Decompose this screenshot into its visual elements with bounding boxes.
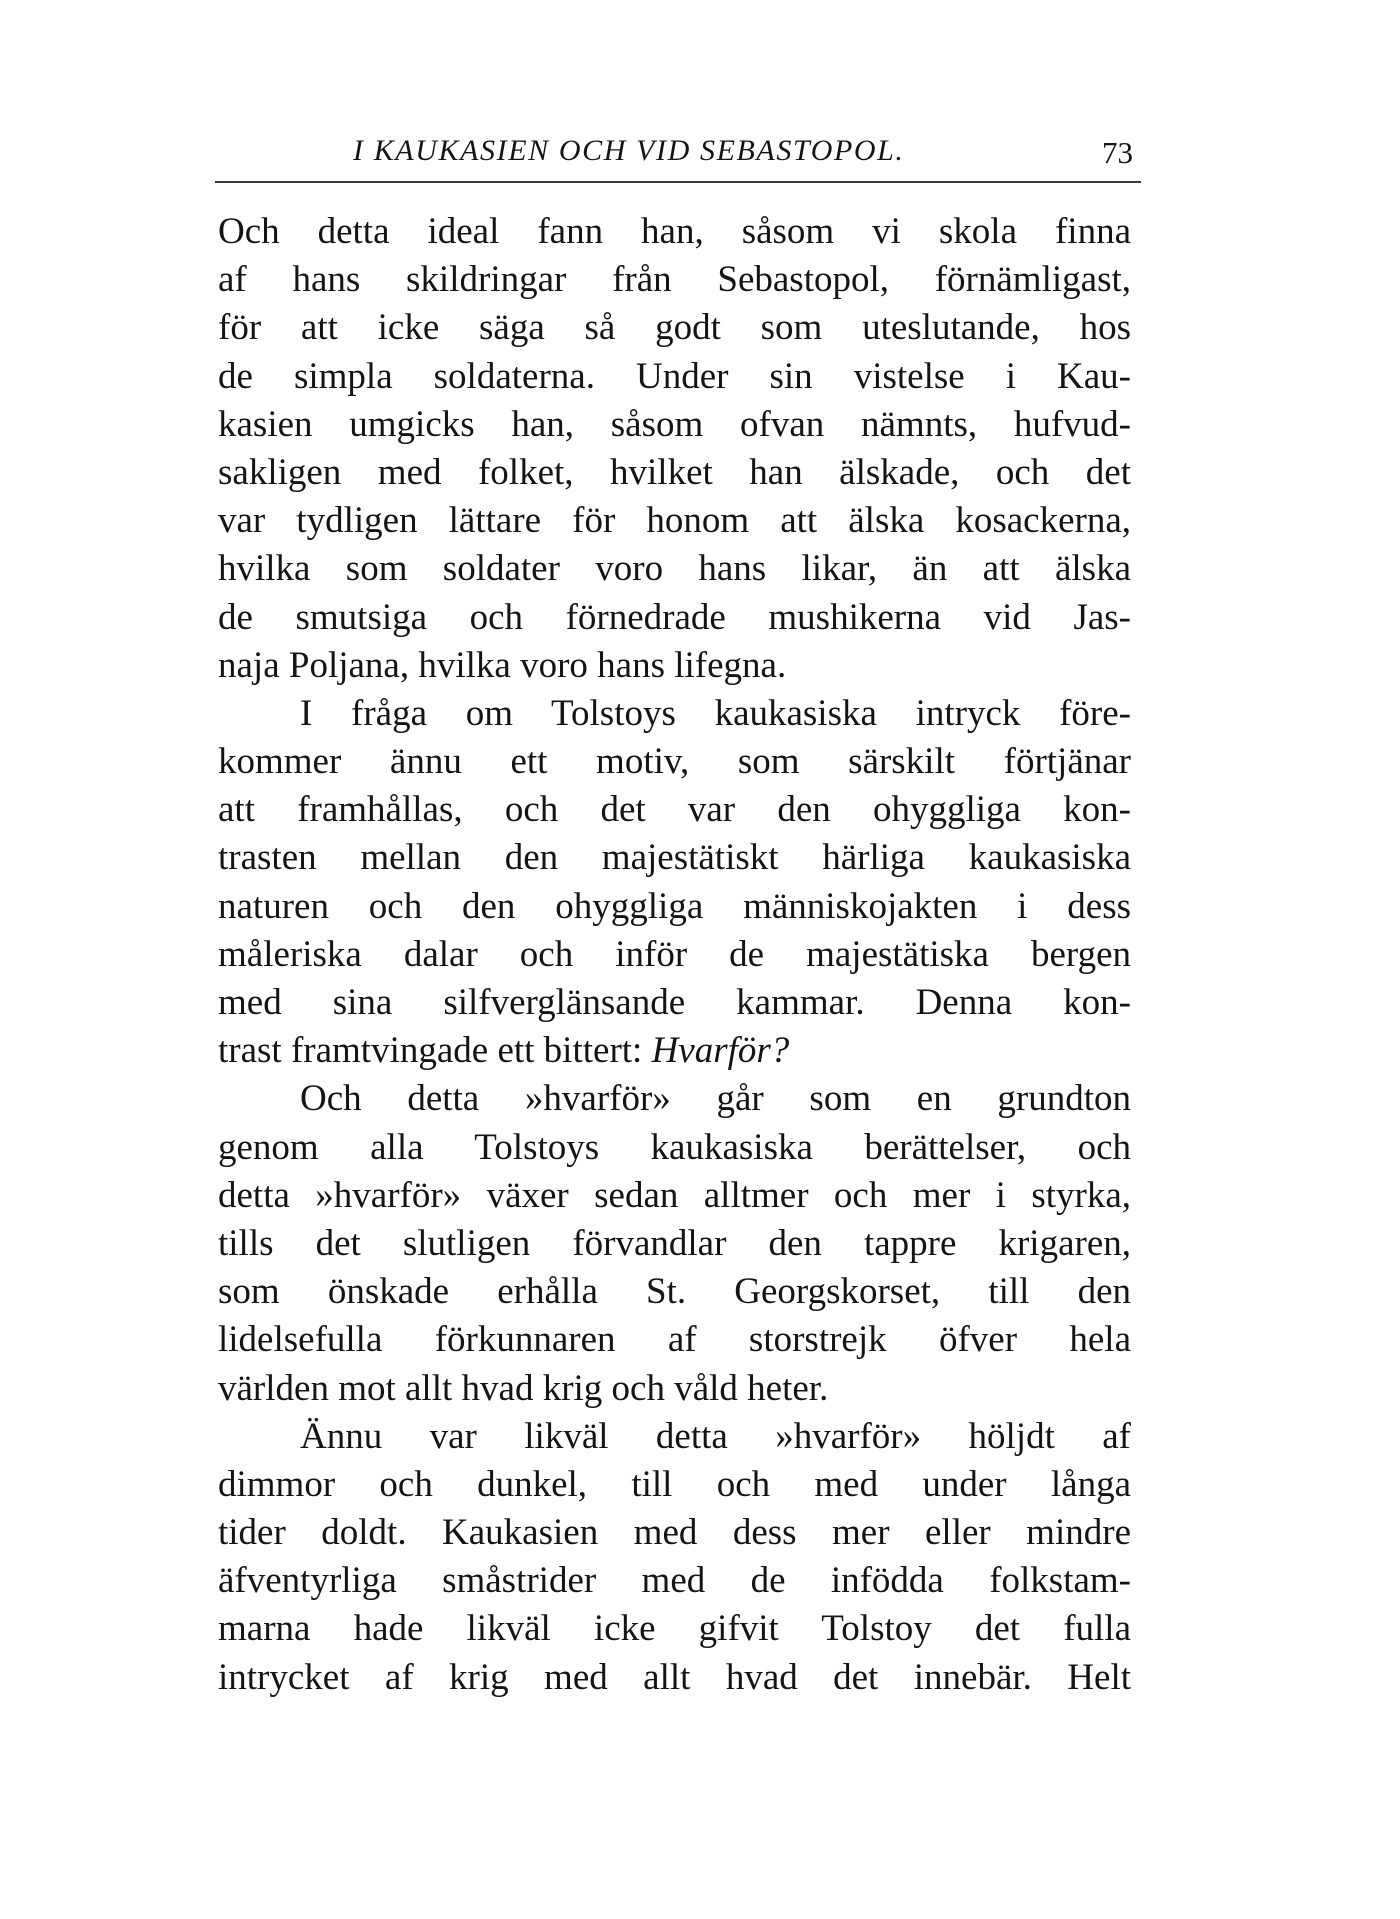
text-line: tider doldt. Kaukasien med dess mer eller mindre xyxy=(218,1512,1131,1554)
text-line: af hans skildringar från Sebastopol, förnämligast, xyxy=(218,259,1131,301)
text-line: kasien umgicks han, såsom ofvan nämnts, hufvud- xyxy=(218,403,1131,445)
text-line: detta »hvarför» växer sedan alltmer och mer i styrka, xyxy=(218,1174,1131,1216)
text-line: tills det slutligen förvandlar den tappre krigaren, xyxy=(218,1222,1131,1264)
text-line: I fråga om Tolstoys kaukasiska intryck före- xyxy=(300,692,1131,734)
text-line xyxy=(218,1027,1131,1075)
text-line: äfventyrliga småstrider med de infödda folkstam- xyxy=(218,1560,1131,1602)
paragraph-4 xyxy=(218,1413,1131,1702)
text-line: de smutsiga och förnedrade mushikerna vid Jas- xyxy=(218,596,1131,638)
text-line: lidelsefulla förkunnaren af storstrejk öfver hela xyxy=(218,1319,1131,1361)
text-line: naja Poljana, hvilka voro hans lifegna. xyxy=(218,644,787,686)
text-line: var tydligen lättare för honom att älska kosackerna, xyxy=(218,500,1131,542)
text-line: marna hade likväl icke gifvit Tolstoy det fulla xyxy=(218,1608,1131,1650)
text-line: för att icke säga så godt som uteslutande, hos xyxy=(218,307,1131,349)
text-line: Och detta »hvarför» går som en grundton xyxy=(300,1078,1131,1120)
text-line: kommer ännu ett motiv, som särskilt förtjänar xyxy=(218,741,1131,783)
page-number: 73 xyxy=(1102,135,1133,170)
text-line: måleriska dalar och inför de majestätiska bergen xyxy=(218,933,1131,975)
text-line: hvilka som soldater voro hans likar, än att älska xyxy=(218,548,1131,590)
text-line: sakligen med folket, hvilket han älskade, och det xyxy=(218,451,1131,493)
text-line: naturen och den ohyggliga människojakten i dess xyxy=(218,885,1131,927)
text-line: att framhållas, och det var den ohyggliga kon- xyxy=(218,789,1131,831)
paragraph-2 xyxy=(218,690,1131,1076)
text-line: genom alla Tolstoys kaukasiska berättelser, och xyxy=(218,1126,1131,1168)
text-line: Och detta ideal fann han, såsom vi skola finna xyxy=(218,211,1131,252)
text-line: de simpla soldaterna. Under sin vistelse i Kau- xyxy=(218,355,1131,397)
header-rule xyxy=(215,181,1141,183)
italic-word: Hvarför? xyxy=(651,1030,790,1072)
text-line: Ännu var likväl detta »hvarför» höljdt af xyxy=(300,1415,1131,1457)
text-line: världen mot allt hvad krig och våld heter. xyxy=(218,1367,829,1409)
text-line: intrycket af krig med allt hvad det innebär. Helt xyxy=(218,1656,1131,1698)
text-line: trasten mellan den majestätiskt härliga kaukasiska xyxy=(218,837,1131,879)
body-text xyxy=(218,208,1131,1702)
running-head xyxy=(215,134,1141,174)
text-line-plain: trast framtvingade ett bittert: xyxy=(218,1030,643,1072)
text-line: dimmor och dunkel, till och med under långa xyxy=(218,1463,1131,1505)
text-line: med sina silfverglänsande kammar. Denna kon- xyxy=(218,982,1131,1023)
paragraph-3 xyxy=(218,1075,1131,1412)
running-title: I KAUKASIEN OCH VID SEBASTOPOL. xyxy=(353,134,905,167)
paragraph-1 xyxy=(218,208,1131,690)
text-line: som önskade erhålla St. Georgskorset, till den xyxy=(218,1271,1131,1313)
